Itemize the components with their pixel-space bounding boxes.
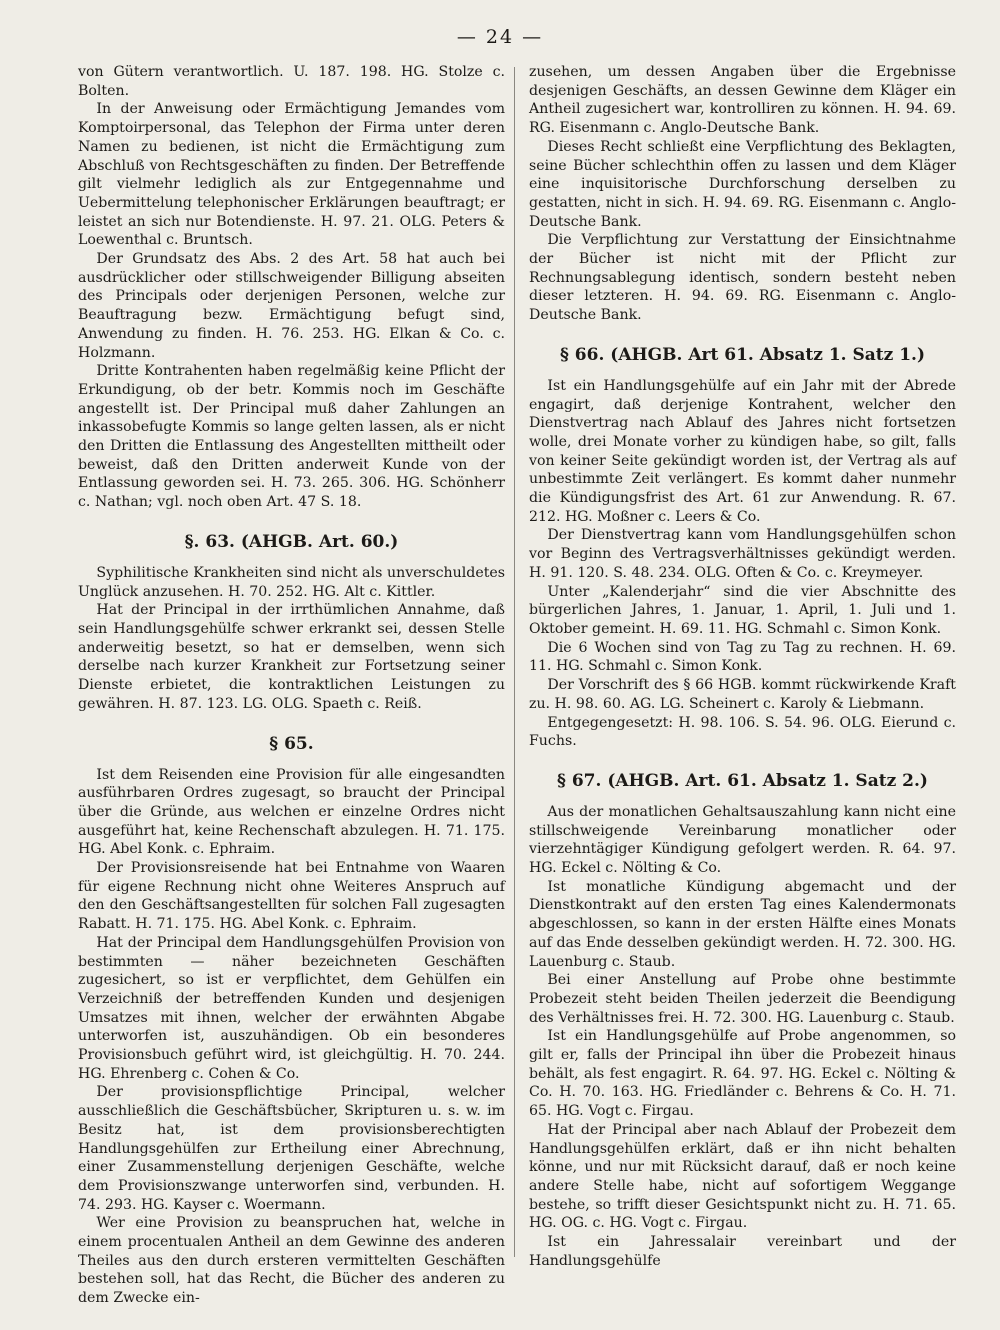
paragraph: Hat der Principal aber nach Ablauf der Probezeit dem Handlungsgehülfen erklärt, daß er ihn nicht behalten könne, und nur mit Rücksicht darauf, daß er noch keine andere Stelle habe, nicht auf sofortigem Weggange bestehe, so trifft dieser Gesichtspunkt nicht zu. H. 71. 65. HG. OG. c. HG. Vogt c. Firgau. (529, 1121, 956, 1232)
paragraph: Der Grundsatz des Abs. 2 des Art. 58 hat auch bei ausdrücklicher oder stillschweigender Billigung abseiten des Principals oder derjenigen Personen, welche zur Beauftragung bezw. Ermächtigung befugt sind, Anwendung zu finden. H. 76. 253. HG. Elkan & Co. c. Holzmann. (78, 251, 505, 361)
paragraph: zusehen, um dessen Angaben über die Ergebnisse desjenigen Geschäfts, an dessen Gewinne dem Kläger ein Antheil zugesichert war, kontrolliren zu können. H. 94. 69. RG. Eisenmann c. Anglo-Deutsche Bank. (529, 64, 956, 137)
paragraph: Hat der Principal dem Handlungsgehülfen Provision von bestimmten — näher bezeichneten Geschäften zugesichert, so ist er verpflichtet, dem Gehülfen ein Verzeichniß der betreffenden Kunden und desjenigen Umsatzes mit ihnen, welcher der erwähnten Abgabe unterworfen ist, auszuhändigen. Ob ein besonderes Provisionsbuch geführt wird, ist gleichgültig. H. 70. 244. HG. Ehrenberg c. Cohen & Co. (78, 934, 505, 1082)
paragraph: Unter „Kalenderjahr“ sind die vier Abschnitte des bürgerlichen Jahres, 1. Januar, 1. April, 1. Juli und 1. Oktober gemeint. H. 69. 11. HG. Schmahl c. Simon Konk. (529, 583, 956, 637)
paragraph: Die 6 Wochen sind von Tag zu Tag zu rechnen. H. 69. 11. HG. Schmahl c. Simon Konk. (529, 639, 956, 675)
paragraph: Syphilitische Krankheiten sind nicht als unverschuldetes Unglück anzusehen. H. 70. 252. HG. Alt c. Kittler. (78, 564, 505, 600)
paragraph: von Gütern verantwortlich. U. 187. 198. HG. Stolze c. Bolten. (78, 64, 505, 99)
section-heading: § 65. (269, 733, 314, 754)
left-column (78, 63, 505, 1308)
section-heading: § 66. (AHGB. Art 61. Absatz 1. Satz 1.) (560, 344, 925, 365)
paragraph: In der Anweisung oder Ermächtigung Jemandes vom Komptoirpersonal, das Telephon der Firma unter deren Namen zu bedienen, ist nicht die Ermächtigung zum Abschluß von Rechtsgeschäften zu finden. Der Betreffende gilt vielmehr lediglich als zur Entgegennahme und Uebermittelung telephonischer Erklärungen beauftragt; er leistet an sich nur Botendienste. H. 97. 21. OLG. Peters & Loewenthal c. Bruntsch. (78, 101, 505, 249)
paragraph: Der Vorschrift des § 66 HGB. kommt rückwirkende Kraft zu. H. 98. 60. AG. LG. Scheinert c. Karoly & Liebmann. (529, 677, 956, 712)
paragraph: Dieses Recht schließt eine Verpflichtung des Beklagten, seine Bücher schlechthin offen zu lassen und dem Kläger eine inquisitorische Durchforschung derselben zu gestatten, nicht in sich. H. 94. 69. RG. Eisenmann c. Anglo-Deutsche Bank. (529, 138, 956, 230)
right-column (529, 63, 956, 1270)
section-heading: §. 63. (AHGB. Art. 60.) (184, 531, 399, 552)
paragraph: Ist dem Reisenden eine Provision für alle eingesandten ausführbaren Ordres zugesagt, so braucht der Principal über die Gründe, aus welchen er einzelne Ordres nicht ausgeführt hat, keine Rechenschaft abzulegen. H. 71. 175. HG. Abel Konk. c. Ephraim. (78, 766, 505, 858)
paragraph: Der Provisionsreisende hat bei Entnahme von Waaren für eigene Rechnung nicht ohne Weiteres Anspruch auf den den Geschäftsangestellten für solchen Fall zugesagten Rabatt. H. 71. 175. HG. Abel Konk. c. Ephraim. (78, 860, 505, 933)
paragraph: Ist monatliche Kündigung abgemacht und der Dienstkontrakt auf den ersten Tag eines Kalendermonats abgeschlossen, so kann in der ersten Hälfte eines Monats auf das Ende desselben gekündigt werden. H. 72. 300. HG. Lauenburg c. Staub. (529, 878, 956, 970)
page-number: — 24 — (456, 26, 544, 48)
paragraph: Wer eine Provision zu beanspruchen hat, welche in einem procentualen Antheil an dem Gewinne des anderen Theiles aus den durch ersteren vermittelten Geschäften bestehen soll, hat das Recht, die Bücher des anderen zu dem Zwecke ein- (78, 1215, 505, 1307)
paragraph: Ist ein Jahressalair vereinbart und der Handlungsgehülfe (529, 1234, 956, 1269)
paragraph: Entgegengesetzt: H. 98. 106. S. 54. 96. OLG. Eierund c. Fuchs. (529, 714, 956, 750)
paragraph: Der Dienstvertrag kann vom Handlungsgehülfen schon vor Beginn des Vertragsverhältnisses gekündigt werden. H. 91. 120. S. 48. 234. OLG. Often & Co. c. Kreymeyer. (529, 527, 956, 581)
paragraph: Ist ein Handlungsgehülfe auf Probe angenommen, so gilt er, falls der Principal ihn über die Probezeit hinaus behält, als fest engagirt. R. 64. 97. HG. Eckel c. Nölting & Co. H. 70. 163. HG. Friedländer c. Behrens & Co. H. 71. 65. HG. Vogt c. Firgau. (529, 1028, 956, 1120)
paragraph: Ist ein Handlungsgehülfe auf ein Jahr mit der Abrede engagirt, daß derjenige Kontrahent, welcher den Dienstvertrag nach Ablauf des Jahres nicht fortsetzen wolle, drei Monate vorher zu kündigen habe, so gilt, falls von keiner Seite gekündigt worden ist, der Vertrag als auf unbestimmte Zeit verlängert. Es kommt daher nunmehr die Kündigungsfrist des Art. 61 zur Anwendung. R. 67. 212. HG. Moßner c. Leers & Co. (529, 377, 956, 525)
paragraph: Bei einer Anstellung auf Probe ohne bestimmte Probezeit steht beiden Theilen jederzeit die Beendigung des Verhältnisses frei. H. 72. 300. HG. Lauenburg c. Staub. (529, 972, 956, 1026)
paragraph: Dritte Kontrahenten haben regelmäßig keine Pflicht der Erkundigung, ob der betr. Kommis noch im Geschäfte angestellt ist. Der Principal muß daher Zahlungen an inkassobefugte Kommis so lange gelten lassen, als er nicht den Dritten die Entlassung des Angestellten mittheilt oder beweist, daß den Dritten anderweit Kunde von der Entlassung geworden sei. H. 73. 265. 306. HG. Schönherr c. Nathan; vgl. noch oben Art. 47 S. 18. (78, 363, 505, 511)
column-divider (514, 67, 515, 1257)
section-heading: § 67. (AHGB. Art. 61. Absatz 1. Satz 2.) (557, 770, 928, 791)
paragraph: Hat der Principal in der irrthümlichen Annahme, daß sein Handlungsgehülfe schwer erkrankt sei, dessen Stelle anderweitig besetzt, so hat er demselben, wenn sich derselbe nach kurzer Krankheit zur Fortsetzung seiner Dienste erbietet, die kontraktlichen Leistungen zu gewähren. H. 87. 123. LG. OLG. Spaeth c. Reiß. (78, 602, 505, 712)
paragraph: Die Verpflichtung zur Verstattung der Einsichtnahme der Bücher ist nicht mit der Pflicht zur Rechnungsablegung identisch, sondern besteht neben dieser letzteren. H. 94. 69. RG. Eisenmann c. Anglo-Deutsche Bank. (529, 232, 956, 324)
paragraph: Aus der monatlichen Gehaltsauszahlung kann nicht eine stillschweigende Vereinbarung monatlicher oder vierzehntägiger Kündigung gefolgert werden. R. 64. 97. HG. Eckel c. Nölting & Co. (529, 803, 956, 877)
paragraph: Der provisionspflichtige Principal, welcher ausschließlich die Geschäftsbücher, Skripturen u. s. w. im Besitz hat, ist dem provisionsberechtigten Handlungsgehülfen zur Ertheilung einer Abrechnung, einer Zusammenstellung derjenigen Geschäfte, welche dem Provisionszwange unterworfen sind, verbunden. H. 74. 293. HG. Kayser c. Woermann. (78, 1084, 505, 1213)
